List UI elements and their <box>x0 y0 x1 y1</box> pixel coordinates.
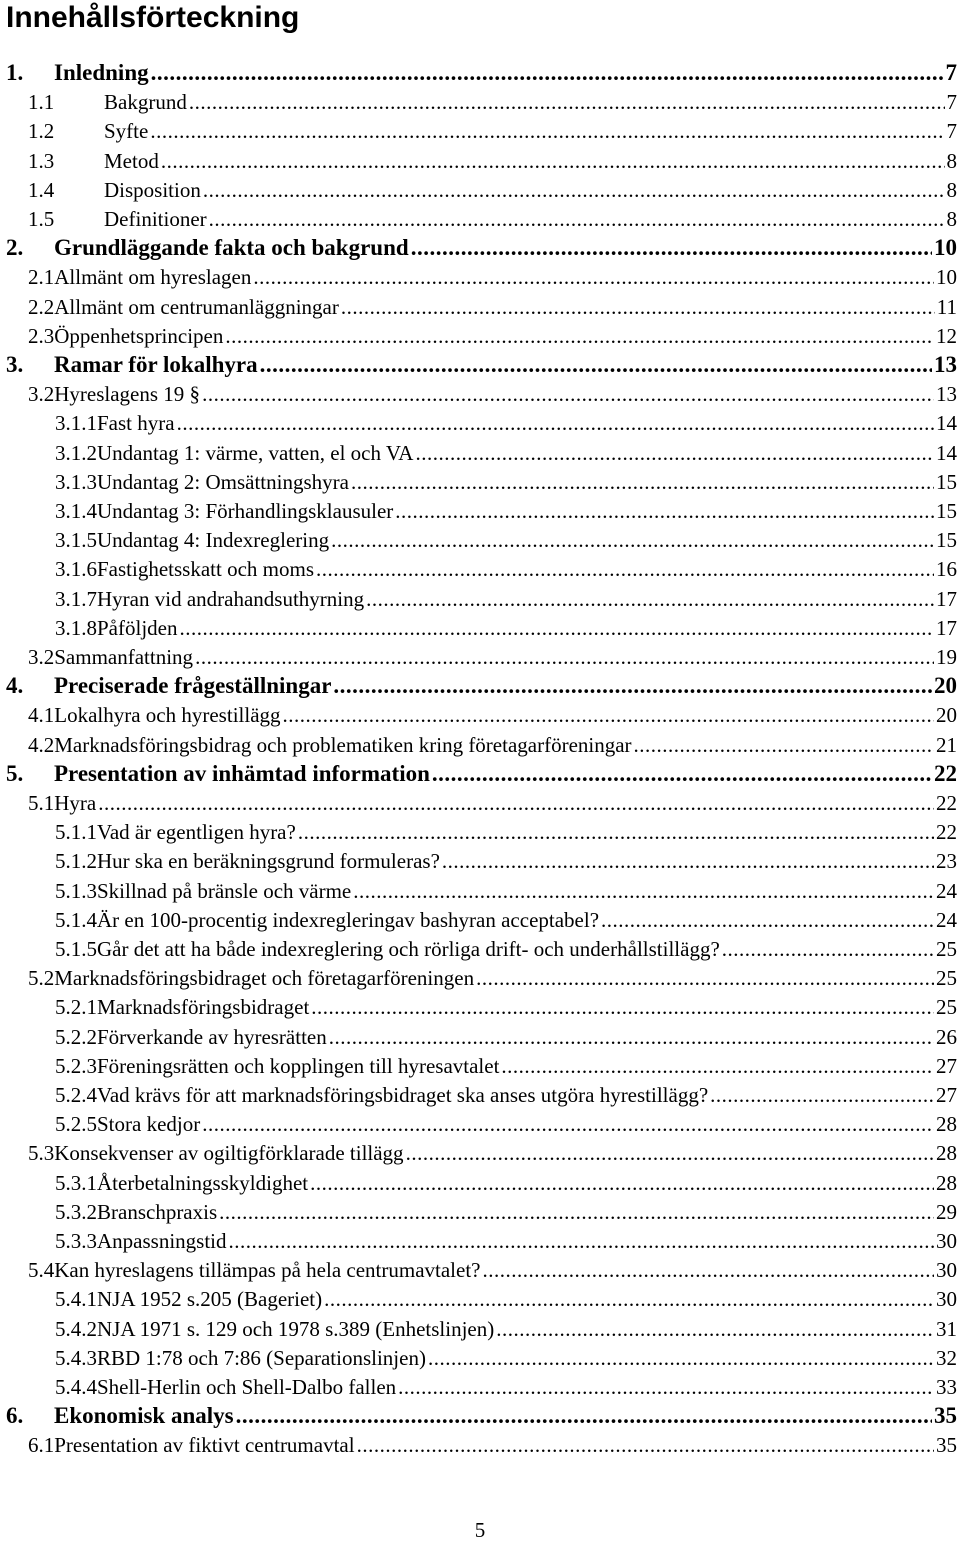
toc-dot-leader <box>229 1229 934 1253</box>
toc-entry-page: 29 <box>936 1200 957 1224</box>
toc-entry-title: Hyra <box>54 791 97 815</box>
toc-dot-leader <box>496 1317 934 1341</box>
toc-entry-page: 14 <box>936 411 957 435</box>
toc-entry[interactable] <box>0 552 960 581</box>
toc-entry-title: Hur ska en beräkningsgrund formuleras? <box>97 849 440 873</box>
toc-dot-leader <box>722 937 934 961</box>
toc-entry-title: Påföljden <box>97 616 178 640</box>
toc-entry-number: 3.2 <box>28 645 55 669</box>
toc-entry[interactable] <box>0 1312 960 1341</box>
toc-entry-title: RBD 1:78 och 7:86 (Separationslinjen) <box>97 1346 426 1370</box>
toc-entry-page: 33 <box>936 1375 957 1399</box>
toc-entry[interactable] <box>0 231 960 260</box>
toc-entry-number: 2.2 <box>28 295 55 319</box>
toc-entry-title: Allmänt om centrumanläggningar <box>54 295 339 319</box>
toc-entry-title: Hyran vid andrahandsuthyrning <box>97 587 365 611</box>
toc-entry-page: 13 <box>936 382 957 406</box>
toc-entry-page: 28 <box>936 1171 957 1195</box>
toc-entry[interactable] <box>0 932 960 961</box>
toc-entry-number: 3.1.6 <box>55 557 97 581</box>
toc-dot-leader <box>483 1258 935 1282</box>
toc-dot-leader <box>333 674 932 698</box>
toc-entry[interactable] <box>0 377 960 406</box>
toc-dot-leader <box>150 119 944 143</box>
toc-entry-title: Marknadsföringsbidraget <box>97 995 310 1019</box>
toc-entry-page: 17 <box>936 616 957 640</box>
toc-entry[interactable] <box>0 202 960 231</box>
toc-entry-title: Syfte <box>104 119 149 143</box>
toc-entry-title: Kan hyreslagens tillämpas på hela centrumavtalet? <box>54 1258 481 1282</box>
toc-entry-number: 1.4 <box>28 178 55 202</box>
toc-entry[interactable] <box>0 640 960 669</box>
toc-entry[interactable] <box>0 1049 960 1078</box>
toc-entry-title: Presentation av fiktivt centrumavtal <box>54 1433 355 1457</box>
toc-entry-page: 23 <box>936 849 957 873</box>
toc-entry-page: 22 <box>934 761 957 786</box>
toc-entry[interactable] <box>0 961 960 990</box>
toc-entry-page: 19 <box>936 645 957 669</box>
toc-entry-number: 6. <box>6 1403 24 1428</box>
toc-entry-title: Shell-Herlin och Shell-Dalbo fallen <box>97 1375 397 1399</box>
toc-entry[interactable] <box>0 406 960 435</box>
toc-entry-page: 15 <box>936 528 957 552</box>
toc-entry-number: 4. <box>6 673 24 698</box>
toc-entry-number: 1.5 <box>28 207 55 231</box>
toc-dot-leader <box>432 762 932 786</box>
toc-entry[interactable] <box>0 523 960 552</box>
toc-entry-title: Preciserade frågeställningar <box>54 673 332 698</box>
toc-entry-title: NJA 1971 s. 129 och 1978 s.389 (Enhetslinjen) <box>97 1317 495 1341</box>
toc-entry-number: 5.2.2 <box>55 1025 97 1049</box>
toc-entry-title: Stora kedjor <box>97 1112 201 1136</box>
toc-entry-page: 14 <box>936 441 957 465</box>
toc-entry-page: 20 <box>934 673 957 698</box>
toc-dot-leader <box>202 1112 934 1136</box>
toc-dot-leader <box>366 587 934 611</box>
toc-entry-number: 2.1 <box>28 265 55 289</box>
toc-entry-page: 24 <box>936 908 957 932</box>
toc-dot-leader <box>283 703 934 727</box>
toc-entry-title: Marknadsföringsbidraget och företagarföreningen <box>54 966 475 990</box>
toc-entry[interactable] <box>0 1107 960 1136</box>
toc-entry-page: 24 <box>936 879 957 903</box>
toc-entry[interactable] <box>0 436 960 465</box>
toc-entry-title: Hyreslagens 19 § <box>54 382 201 406</box>
toc-entry-number: 1.1 <box>28 90 55 114</box>
toc-entry[interactable] <box>0 1428 960 1457</box>
toc-entry-page: 25 <box>936 966 957 990</box>
toc-entry-number: 4.1 <box>28 703 55 727</box>
toc-entry[interactable] <box>0 786 960 815</box>
toc-entry-number: 5.1 <box>28 791 55 815</box>
toc-entry[interactable] <box>0 582 960 611</box>
toc-dot-leader <box>476 966 934 990</box>
toc-entry-title: Ramar för lokalhyra <box>54 352 258 377</box>
toc-entry-page: 12 <box>936 324 957 348</box>
toc-entry-number: 1.2 <box>28 119 55 143</box>
toc-entry-number: 1.3 <box>28 149 55 173</box>
toc-entry[interactable] <box>0 728 960 757</box>
page-title: Innehållsförteckning <box>6 1 300 34</box>
toc-entry[interactable] <box>0 874 960 903</box>
toc-dot-leader <box>225 324 934 348</box>
toc-entry-page: 26 <box>936 1025 957 1049</box>
toc-entry-number: 5.2.4 <box>55 1083 97 1107</box>
toc-entry[interactable] <box>0 669 960 698</box>
toc-entry-page: 22 <box>936 791 957 815</box>
toc-entry[interactable] <box>0 1195 960 1224</box>
toc-entry-number: 3.1.3 <box>55 470 97 494</box>
toc-entry-page: 16 <box>936 557 957 581</box>
toc-dot-leader <box>189 90 945 114</box>
toc-entry[interactable] <box>0 1370 960 1399</box>
toc-entry-number: 5.2.3 <box>55 1054 97 1078</box>
toc-dot-leader <box>298 820 934 844</box>
toc-entry-number: 5. <box>6 761 24 786</box>
toc-dot-leader <box>353 879 934 903</box>
toc-entry-page: 32 <box>936 1346 957 1370</box>
toc-entry-page: 35 <box>934 1403 957 1428</box>
toc-entry-page: 7 <box>945 60 957 85</box>
toc-dot-leader <box>634 733 934 757</box>
toc-dot-leader <box>98 791 934 815</box>
toc-entry[interactable] <box>0 815 960 844</box>
toc-entry-number: 5.1.5 <box>55 937 97 961</box>
toc-entry-page: 21 <box>936 733 957 757</box>
toc-entry-title: NJA 1952 s.205 (Bageriet) <box>97 1287 323 1311</box>
toc-dot-leader <box>428 1346 934 1370</box>
toc-entry-number: 5.4.3 <box>55 1346 97 1370</box>
toc-entry-title: Bakgrund <box>104 90 187 114</box>
toc-dot-leader <box>329 1025 934 1049</box>
toc-entry[interactable] <box>0 290 960 319</box>
toc-entry-number: 5.3.1 <box>55 1171 97 1195</box>
toc-entry[interactable] <box>0 990 960 1019</box>
toc-dot-leader <box>415 441 934 465</box>
toc-entry-number: 3.1.1 <box>55 411 97 435</box>
toc-entry-page: 27 <box>936 1054 957 1078</box>
toc-entry-title: Presentation av inhämtad information <box>54 761 430 786</box>
toc-dot-leader <box>501 1054 934 1078</box>
toc-entry-page: 13 <box>934 352 957 377</box>
toc-entry[interactable] <box>0 1166 960 1195</box>
toc-entry-number: 3.1.5 <box>55 528 97 552</box>
toc-entry-page: 15 <box>936 499 957 523</box>
toc-entry-title: Öppenhetsprincipen <box>54 324 224 348</box>
toc-entry-number: 3.1.8 <box>55 616 97 640</box>
toc-entry-title: Är en 100-procentig indexregleringav bashyran acceptabel? <box>97 908 600 932</box>
toc-entry[interactable] <box>0 56 960 85</box>
toc-entry[interactable] <box>0 260 960 289</box>
toc-entry-number: 3.1.2 <box>55 441 97 465</box>
toc-dot-leader <box>357 1433 934 1457</box>
toc-entry[interactable] <box>0 494 960 523</box>
toc-entry[interactable] <box>0 144 960 173</box>
toc-dot-leader <box>179 616 934 640</box>
toc-entry-title: Grundläggande fakta och bakgrund <box>54 235 409 260</box>
toc-entry-title: Föreningsrätten och kopplingen till hyresavtalet <box>97 1054 500 1078</box>
toc-entry-page: 31 <box>936 1317 957 1341</box>
toc-dot-leader <box>161 149 945 173</box>
toc-entry-title: Undantag 3: Förhandlingsklausuler <box>97 499 394 523</box>
toc-dot-leader <box>177 411 934 435</box>
toc-entry-number: 5.1.2 <box>55 849 97 873</box>
toc-entry-number: 2. <box>6 235 24 260</box>
toc-dot-leader <box>260 353 932 377</box>
toc-entry-title: Lokalhyra och hyrestillägg <box>54 703 281 727</box>
toc-entry-number: 5.1.4 <box>55 908 97 932</box>
toc-entry[interactable] <box>0 1224 960 1253</box>
toc-dot-leader <box>341 295 935 319</box>
toc-entry-title: Marknadsföringsbidrag och problematiken kring företagarföreningar <box>54 733 632 757</box>
toc-entry[interactable] <box>0 1020 960 1049</box>
toc-entry-page: 8 <box>946 207 957 231</box>
toc-entry-title: Inledning <box>54 60 149 85</box>
toc-entry-page: 35 <box>936 1433 957 1457</box>
toc-entry[interactable] <box>0 1399 960 1428</box>
toc-entry[interactable] <box>0 114 960 143</box>
toc-entry[interactable] <box>0 173 960 202</box>
toc-entry-title: Sammanfattning <box>54 645 194 669</box>
toc-dot-leader <box>310 1171 934 1195</box>
toc-entry-number: 4.2 <box>28 733 55 757</box>
toc-entry-number: 5.4.2 <box>55 1317 97 1341</box>
toc-entry-title: Undantag 2: Omsättningshyra <box>97 470 349 494</box>
toc-entry-page: 7 <box>946 119 957 143</box>
toc-entry-page: 15 <box>936 470 957 494</box>
toc-entry[interactable] <box>0 1341 960 1370</box>
toc-entry-page: 20 <box>936 703 957 727</box>
toc-dot-leader <box>311 995 934 1019</box>
toc-entry-page: 8 <box>946 178 957 202</box>
toc-dot-leader <box>406 1141 934 1165</box>
toc-entry-number: 5.3.2 <box>55 1200 97 1224</box>
toc-dot-leader <box>398 1375 934 1399</box>
toc-entry-number: 3. <box>6 352 24 377</box>
toc-entry-title: Metod <box>104 149 159 173</box>
toc-dot-leader <box>710 1083 934 1107</box>
toc-entry-title: Förverkande av hyresrätten <box>97 1025 327 1049</box>
toc-entry-number: 5.4 <box>28 1258 55 1282</box>
toc-entry-number: 3.2 <box>28 382 55 406</box>
toc-entry[interactable] <box>0 85 960 114</box>
toc-entry-title: Återbetalningsskyldighet <box>97 1171 309 1195</box>
toc-entry-page: 30 <box>936 1258 957 1282</box>
toc-entry-title: Fastighetsskatt och moms <box>97 557 314 581</box>
toc-dot-leader <box>202 382 934 406</box>
toc-entry-title: Går det att ha både indexreglering och rörliga drift- och underhållstillägg? <box>97 937 720 961</box>
toc-entry-title: Ekonomisk analys <box>54 1403 234 1428</box>
toc-entry-number: 6.1 <box>28 1433 55 1457</box>
toc-entry[interactable] <box>0 465 960 494</box>
toc-entry-page: 11 <box>936 295 957 319</box>
toc-entry-title: Disposition <box>104 178 201 202</box>
toc-entry-number: 3.1.4 <box>55 499 97 523</box>
toc-entry[interactable] <box>0 348 960 377</box>
toc-entry-title: Fast hyra <box>97 411 175 435</box>
toc-dot-leader <box>236 1404 932 1428</box>
toc-entry[interactable] <box>0 757 960 786</box>
toc-entry-page: 28 <box>936 1141 957 1165</box>
toc-entry-page: 8 <box>946 149 957 173</box>
toc-dot-leader <box>395 499 934 523</box>
toc-entry-page: 10 <box>936 265 957 289</box>
toc-entry-page: 7 <box>946 90 957 114</box>
toc-entry-page: 22 <box>936 820 957 844</box>
toc-entry-title: Undantag 1: värme, vatten, el och VA <box>97 441 414 465</box>
toc-entry-title: Skillnad på bränsle och värme <box>97 879 352 903</box>
toc-entry[interactable] <box>0 319 960 348</box>
toc-entry-page: 30 <box>936 1229 957 1253</box>
toc-entry[interactable] <box>0 903 960 932</box>
toc-entry-page: 30 <box>936 1287 957 1311</box>
toc-dot-leader <box>195 645 934 669</box>
toc-entry[interactable] <box>0 698 960 727</box>
toc-dot-leader <box>601 908 934 932</box>
toc-entry-number: 5.4.1 <box>55 1287 97 1311</box>
toc-entry-title: Branschpraxis <box>97 1200 218 1224</box>
toc-entry-number: 5.3 <box>28 1141 55 1165</box>
toc-dot-leader <box>151 61 944 85</box>
toc-entry-number: 1. <box>6 60 24 85</box>
toc-entry-title: Anpassningstid <box>97 1229 227 1253</box>
toc-entry[interactable] <box>0 1078 960 1107</box>
toc-entry-number: 5.1.1 <box>55 820 97 844</box>
toc-entry-page: 17 <box>936 587 957 611</box>
toc-entry-number: 5.4.4 <box>55 1375 97 1399</box>
toc-dot-leader <box>351 470 934 494</box>
toc-entry-number: 5.2.5 <box>55 1112 97 1136</box>
toc-dot-leader <box>331 528 934 552</box>
toc-dot-leader <box>253 265 934 289</box>
toc-entry-number: 5.2.1 <box>55 995 97 1019</box>
toc-entry-page: 27 <box>936 1083 957 1107</box>
toc-entry-number: 5.2 <box>28 966 55 990</box>
toc-entry-title: Vad är egentligen hyra? <box>97 820 296 844</box>
toc-entry-title: Undantag 4: Indexreglering <box>97 528 330 552</box>
toc-entry-page: 25 <box>936 995 957 1019</box>
toc-entry[interactable] <box>0 1136 960 1165</box>
toc-entry-number: 3.1.7 <box>55 587 97 611</box>
toc-dot-leader <box>324 1287 934 1311</box>
toc-dot-leader <box>442 849 934 873</box>
toc-entry-number: 2.3 <box>28 324 55 348</box>
toc-entry-number: 5.3.3 <box>55 1229 97 1253</box>
toc-dot-leader <box>203 178 945 202</box>
toc-entry-title: Allmänt om hyreslagen <box>54 265 252 289</box>
toc-entry[interactable] <box>0 611 960 640</box>
toc-dot-leader <box>219 1200 934 1224</box>
toc-entry-title: Konsekvenser av ogiltigförklarade tillägg <box>54 1141 404 1165</box>
toc-entry-title: Definitioner <box>104 207 207 231</box>
page-number: 5 <box>474 1518 486 1542</box>
toc-entry-page: 25 <box>936 937 957 961</box>
toc-entry-page: 10 <box>934 235 957 260</box>
toc-entry[interactable] <box>0 1282 960 1311</box>
toc-dot-leader <box>209 207 945 231</box>
toc-entry-number: 5.1.3 <box>55 879 97 903</box>
toc-entry[interactable] <box>0 1253 960 1282</box>
toc-entry-page: 28 <box>936 1112 957 1136</box>
toc-dot-leader <box>411 236 932 260</box>
toc-entry[interactable] <box>0 844 960 873</box>
toc-entry-title: Vad krävs för att marknadsföringsbidraget ska anses utgöra hyrestillägg? <box>97 1083 709 1107</box>
toc-dot-leader <box>316 557 934 581</box>
